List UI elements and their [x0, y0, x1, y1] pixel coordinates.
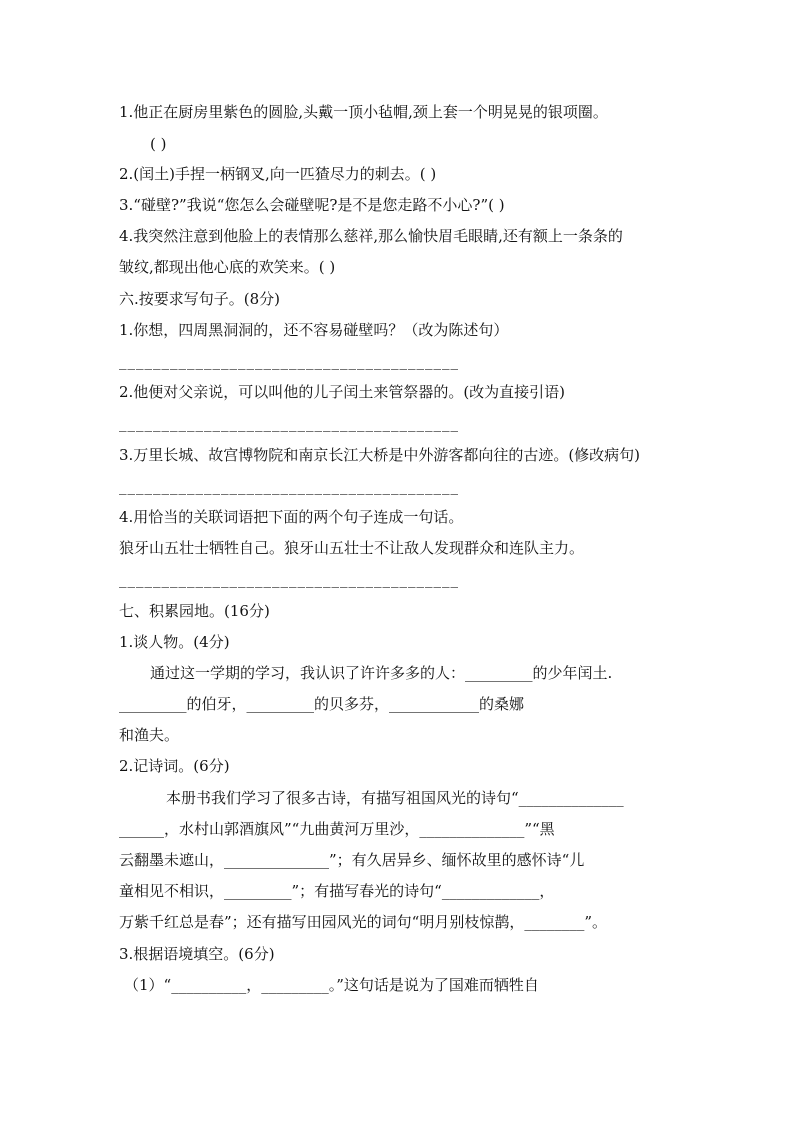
section-6-heading: 六.按要求写句子。(8分) — [119, 290, 281, 308]
q7-part-2-line-4[interactable]: 童相见不相识，_________”；有描写春光的诗句“_____________， — [119, 882, 555, 900]
q6-sentence-1: 1.你想，四周黑洞洞的，还不容易碰壁吗？（改为陈述句） — [119, 321, 509, 339]
q5-item-2: 2.(闰土)手捏一柄钢叉,向一匹猹尽力的刺去。( ) — [119, 165, 437, 183]
q7-part-1-title: 1.谈人物。(4分) — [119, 633, 230, 651]
q6-sentence-3: 3.万里长城、故宫博物院和南京长江大桥是中外游客都向往的古迹。(修改病句) — [119, 446, 641, 464]
q7-part-1-line-3: 和渔夫。 — [119, 726, 180, 744]
answer-line-1[interactable]: ________________________________________ — [119, 352, 459, 370]
answer-line-2[interactable]: ________________________________________ — [119, 414, 459, 432]
q5-item-4: 4.我突然注意到他脸上的表情那么慈祥,那么愉快眉毛眼睛,还有额上一条条的 — [119, 227, 623, 245]
q7-part-2-line-1[interactable]: 本册书我们学习了很多古诗，有描写祖国风光的诗句“______________ — [166, 789, 624, 807]
q7-part-2-line-5[interactable]: 万紫千红总是春”；还有描写田园风光的词句“明月别枝惊鹊，________”。 — [119, 913, 608, 931]
q7-part-1-line-1[interactable]: 通过这一学期的学习，我认识了许许多多的人：_________的少年闰土. — [150, 664, 613, 682]
section-7-heading: 七、积累园地。(16分) — [119, 602, 270, 620]
q5-item-1: 1.他正在厨房里紫色的圆脸,头戴一顶小毡帽,颈上套一个明晃晃的银项圈。 — [119, 103, 608, 121]
q7-part-2-line-3[interactable]: 云翻墨未遮山，______________”；有久居异乡、缅怀故里的感怀诗“儿 — [119, 851, 585, 869]
q5-item-1-answer[interactable]: ( ) — [150, 135, 167, 153]
q7-part-1-line-2[interactable]: _________的伯牙，_________的贝多芬，____________的桑娜 — [119, 695, 525, 713]
q6-sentence-2: 2.他便对父亲说，可以叫他的儿子闰土来管祭器的。(改为直接引语) — [119, 383, 566, 401]
answer-line-3[interactable]: ________________________________________ — [119, 477, 459, 495]
q7-part-3-title: 3.根据语境填空。(6分) — [119, 945, 275, 963]
q7-part-2-line-2[interactable]: ______，水村山郭酒旗风”“九曲黄河万里沙，______________”“黑 — [119, 820, 555, 838]
q6-sentence-4-text: 狼牙山五壮士牺牲自己。狼牙山五壮士不让敌人发现群众和连队主力。 — [119, 539, 585, 557]
q5-item-4-cont: 皱纹,都现出他心底的欢笑来。( ) — [119, 258, 336, 276]
answer-line-4[interactable]: ________________________________________ — [119, 570, 459, 588]
q6-sentence-4: 4.用恰当的关联词语把下面的两个句子连成一句话。 — [119, 508, 464, 526]
q7-part-3-line-1[interactable]: （1）“__________，_________。”这句话是说为了国难而牺牲自 — [124, 976, 539, 994]
q5-item-3: 3.“碰壁?”我说“您怎么会碰壁呢?是不是您走路不小心?”( ) — [119, 196, 505, 214]
q7-part-2-title: 2.记诗词。(6分) — [119, 757, 230, 775]
